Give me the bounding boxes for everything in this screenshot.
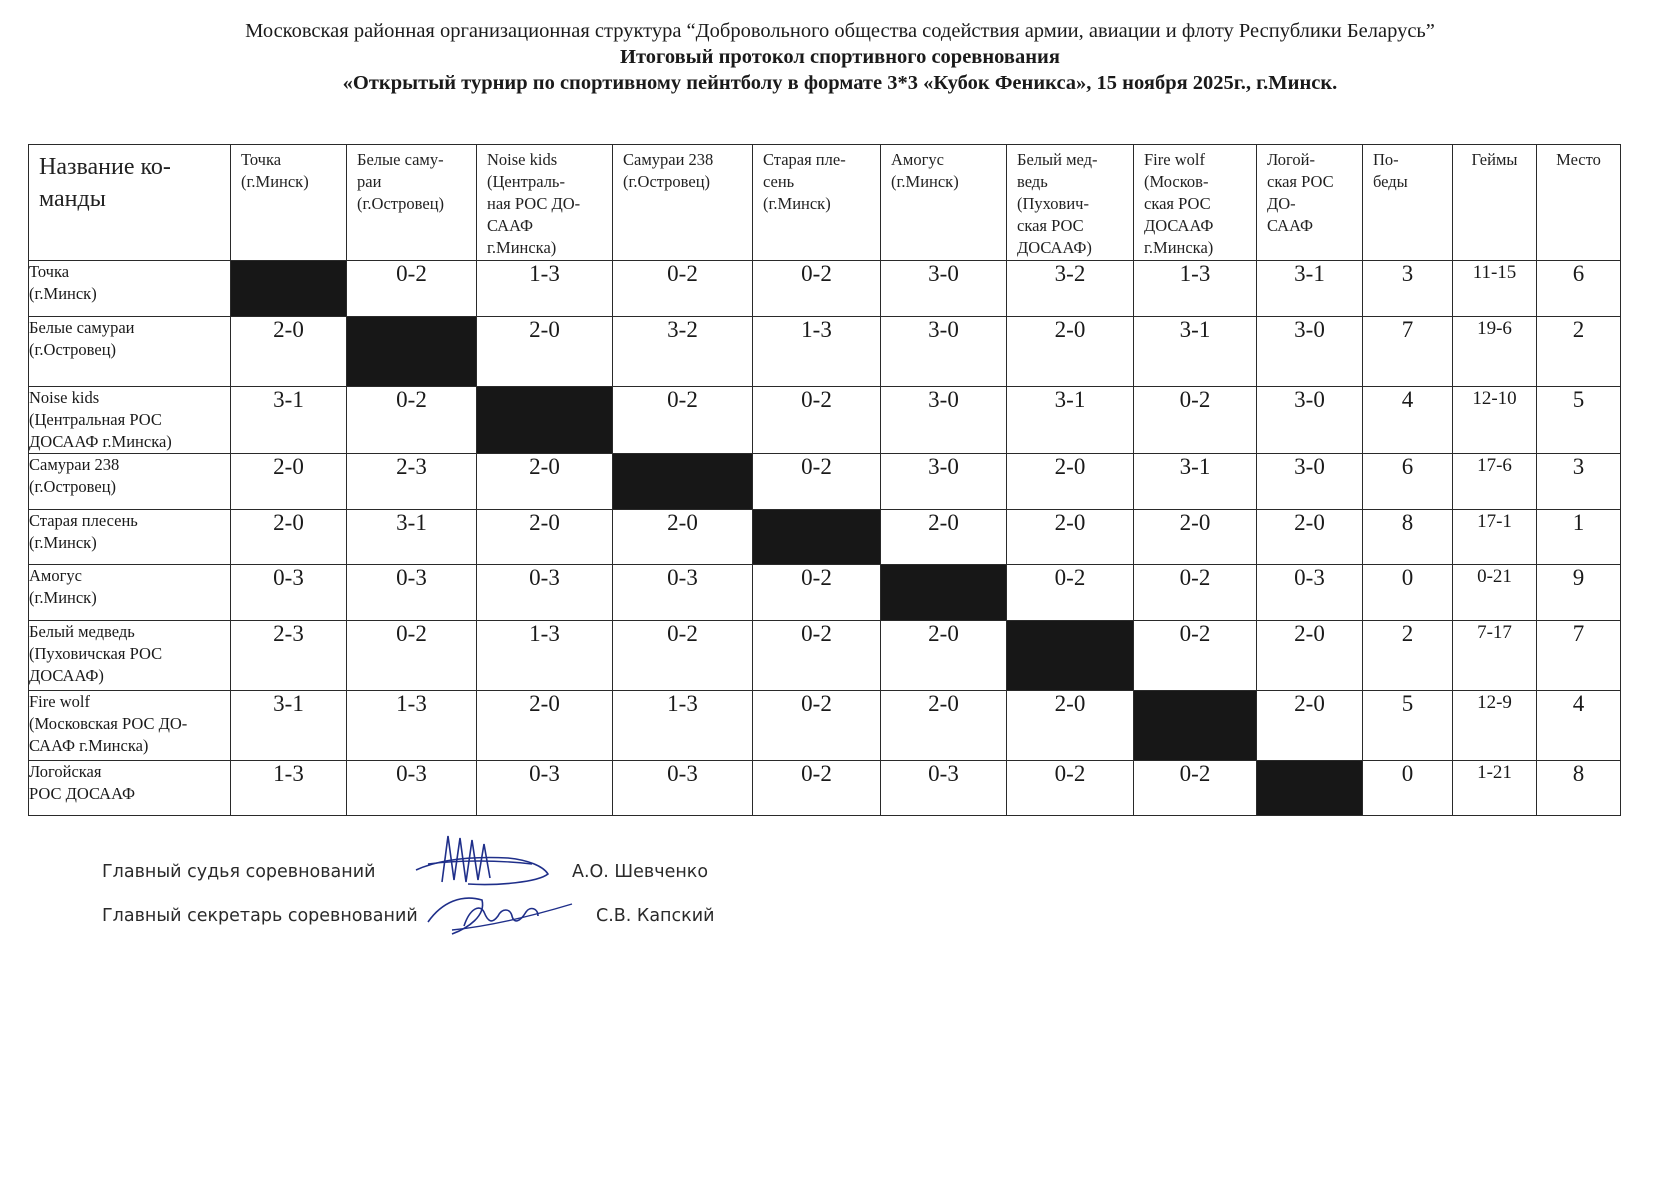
text-line: ДОСААФ) — [1017, 238, 1092, 257]
match-score-cell: 1-3 — [613, 691, 753, 761]
text-line: (Московская РОС ДО- — [29, 714, 188, 733]
match-score-cell: 0-3 — [881, 761, 1007, 816]
opponent-column-header — [1134, 145, 1257, 261]
text-line: ская РОС — [1144, 194, 1211, 213]
text-line: Название ко- — [39, 154, 171, 180]
place-cell: 9 — [1537, 565, 1621, 621]
match-score-cell: 2-0 — [1134, 510, 1257, 565]
text-line: раи — [357, 172, 382, 191]
match-score-cell: 3-0 — [881, 317, 1007, 387]
match-score-cell: 0-2 — [347, 261, 477, 317]
match-score-cell: 2-0 — [231, 510, 347, 565]
text-line: Fire wolf — [29, 692, 90, 711]
match-score-cell: 3-0 — [1257, 387, 1363, 454]
text-line: (г.Островец) — [623, 172, 711, 191]
match-score-cell: 0-3 — [231, 565, 347, 621]
text-line: Амогус — [891, 150, 944, 169]
match-score-cell: 3-2 — [613, 317, 753, 387]
match-score-cell: 2-0 — [231, 454, 347, 510]
match-score-cell: 0-3 — [347, 565, 477, 621]
text-line: (Пухович- — [1017, 194, 1089, 213]
text-line: (г.Минск) — [29, 533, 97, 552]
match-score-cell: 0-3 — [477, 761, 613, 816]
text-line: (г.Минск) — [29, 284, 97, 303]
wins-column-header — [1363, 145, 1453, 261]
match-score-cell: 0-3 — [613, 761, 753, 816]
self-match-blackout-cell — [477, 387, 613, 454]
match-score-cell: 3-1 — [1134, 454, 1257, 510]
match-score-cell: 2-0 — [1007, 510, 1134, 565]
match-score-cell: 0-2 — [347, 621, 477, 691]
text-line: Логой- — [1267, 150, 1315, 169]
match-score-cell: 0-2 — [753, 261, 881, 317]
match-score-cell: 2-0 — [1007, 454, 1134, 510]
match-score-cell: 3-1 — [1257, 261, 1363, 317]
text-line: (Москов- — [1144, 172, 1209, 191]
text-line: ДОСААФ) — [29, 666, 104, 685]
match-score-cell: 1-3 — [753, 317, 881, 387]
team-name-cell — [29, 565, 231, 621]
table-row — [29, 691, 1621, 761]
table-row — [29, 621, 1621, 691]
place-cell: 2 — [1537, 317, 1621, 387]
match-score-cell: 2-0 — [477, 691, 613, 761]
match-score-cell: 0-2 — [1134, 621, 1257, 691]
team-name-cell — [29, 761, 231, 816]
table-row — [29, 317, 1621, 387]
text-line: Старая пле- — [763, 150, 846, 169]
match-score-cell: 2-0 — [1257, 691, 1363, 761]
table-row — [29, 261, 1621, 317]
text-line: г.Минска) — [1144, 238, 1214, 257]
games-cell: 19-6 — [1453, 317, 1537, 387]
text-line: Логойская — [29, 762, 102, 781]
table-row — [29, 454, 1621, 510]
match-score-cell: 1-3 — [231, 761, 347, 816]
text-line: РОС ДОСААФ — [29, 784, 136, 803]
match-score-cell: 2-0 — [477, 510, 613, 565]
text-line: беды — [1373, 172, 1408, 191]
text-line: (г.Минск) — [29, 588, 97, 607]
match-score-cell: 0-2 — [1007, 565, 1134, 621]
match-score-cell: 2-0 — [881, 621, 1007, 691]
match-score-cell: 0-2 — [753, 387, 881, 454]
team-name-cell — [29, 510, 231, 565]
text-line: Белые саму- — [357, 150, 444, 169]
text-line: г.Минска) — [487, 238, 557, 257]
text-line: Самураи 238 — [623, 150, 714, 169]
place-cell: 8 — [1537, 761, 1621, 816]
place-cell: 1 — [1537, 510, 1621, 565]
match-score-cell: 0-2 — [753, 691, 881, 761]
text-line: По- — [1373, 150, 1399, 169]
match-score-cell: 2-0 — [881, 691, 1007, 761]
chief-secretary-label: Главный секретарь соревнований — [102, 906, 418, 926]
match-score-cell: 3-1 — [1007, 387, 1134, 454]
text-line: Белые самураи — [29, 318, 135, 337]
results-table — [28, 144, 1621, 816]
text-line: Точка — [29, 262, 70, 281]
match-score-cell: 3-0 — [1257, 454, 1363, 510]
place-cell: 5 — [1537, 387, 1621, 454]
match-score-cell: 2-0 — [1257, 621, 1363, 691]
self-match-blackout-cell — [347, 317, 477, 387]
games-cell: 17-6 — [1453, 454, 1537, 510]
place-cell: 6 — [1537, 261, 1621, 317]
text-line: (г.Минск) — [763, 194, 831, 213]
self-match-blackout-cell — [1007, 621, 1134, 691]
wins-cell: 7 — [1363, 317, 1453, 387]
text-line: ная РОС ДО- — [487, 194, 581, 213]
opponent-column-header — [231, 145, 347, 261]
match-score-cell: 1-3 — [1134, 261, 1257, 317]
match-score-cell: 1-3 — [477, 621, 613, 691]
match-score-cell: 0-2 — [1134, 565, 1257, 621]
chief-judge-label: Главный судья соревнований — [102, 862, 376, 882]
text-line: сень — [763, 172, 795, 191]
text-line: Fire wolf — [1144, 150, 1205, 169]
chief-secretary-signature — [422, 882, 582, 944]
games-cell: 0-21 — [1453, 565, 1537, 621]
self-match-blackout-cell — [613, 454, 753, 510]
team-name-cell — [29, 387, 231, 454]
match-score-cell: 2-0 — [613, 510, 753, 565]
match-score-cell: 0-2 — [1134, 387, 1257, 454]
wins-cell: 4 — [1363, 387, 1453, 454]
team-name-cell — [29, 317, 231, 387]
table-row — [29, 510, 1621, 565]
match-score-cell: 0-2 — [347, 387, 477, 454]
games-cell: 1-21 — [1453, 761, 1537, 816]
text-line: (г.Минск) — [241, 172, 309, 191]
match-score-cell: 0-2 — [1007, 761, 1134, 816]
wins-cell: 6 — [1363, 454, 1453, 510]
match-score-cell: 2-0 — [231, 317, 347, 387]
match-score-cell: 2-0 — [1007, 691, 1134, 761]
table-row — [29, 565, 1621, 621]
table-row — [29, 387, 1621, 454]
text-line: Белый мед- — [1017, 150, 1098, 169]
text-line: (Централь- — [487, 172, 565, 191]
text-line: Noise kids — [29, 388, 100, 407]
chief-judge-name: А.О. Шевченко — [572, 862, 709, 882]
match-score-cell: 0-2 — [753, 761, 881, 816]
team-name-cell — [29, 691, 231, 761]
text-line: манды — [39, 186, 106, 212]
games-column-header — [1453, 145, 1537, 261]
match-score-cell: 2-3 — [347, 454, 477, 510]
place-column-header — [1537, 145, 1621, 261]
match-score-cell: 0-2 — [613, 261, 753, 317]
match-score-cell: 0-3 — [613, 565, 753, 621]
match-score-cell: 0-3 — [347, 761, 477, 816]
opponent-column-header — [881, 145, 1007, 261]
self-match-blackout-cell — [1257, 761, 1363, 816]
match-score-cell: 2-0 — [1257, 510, 1363, 565]
text-line: (г.Минск) — [891, 172, 959, 191]
table-header-row — [29, 145, 1621, 261]
organization-line: Московская районная организационная структура “Добровольного общества содействия армии, авиации и флоту Республики Беларусь” — [245, 20, 1435, 42]
match-score-cell: 2-0 — [1007, 317, 1134, 387]
match-score-cell: 3-1 — [231, 387, 347, 454]
document-header — [0, 18, 1680, 96]
match-score-cell: 3-0 — [881, 261, 1007, 317]
place-cell: 3 — [1537, 454, 1621, 510]
text-line: Место — [1556, 150, 1601, 169]
place-cell: 7 — [1537, 621, 1621, 691]
text-line: ская РОС — [1267, 172, 1334, 191]
match-score-cell: 0-3 — [477, 565, 613, 621]
self-match-blackout-cell — [881, 565, 1007, 621]
self-match-blackout-cell — [231, 261, 347, 317]
games-cell: 12-10 — [1453, 387, 1537, 454]
text-line: Белый медведь — [29, 622, 135, 641]
place-cell: 4 — [1537, 691, 1621, 761]
wins-cell: 5 — [1363, 691, 1453, 761]
text-line: ДО- — [1267, 194, 1296, 213]
text-line: (Пуховичская РОС — [29, 644, 163, 663]
team-name-column-header — [29, 145, 231, 261]
match-score-cell: 3-1 — [231, 691, 347, 761]
match-score-cell: 0-3 — [1257, 565, 1363, 621]
text-line: Noise kids — [487, 150, 558, 169]
wins-cell: 8 — [1363, 510, 1453, 565]
games-cell: 17-1 — [1453, 510, 1537, 565]
text-line: ведь — [1017, 172, 1048, 191]
opponent-column-header — [613, 145, 753, 261]
text-line: СААФ — [1267, 216, 1314, 235]
match-score-cell: 2-0 — [477, 454, 613, 510]
wins-cell: 3 — [1363, 261, 1453, 317]
self-match-blackout-cell — [753, 510, 881, 565]
text-line: Самураи 238 — [29, 455, 120, 474]
match-score-cell: 3-1 — [1134, 317, 1257, 387]
tournament-subtitle: «Открытый турнир по спортивному пейнтболу в формате 3*3 «Кубок Феникса», 15 ноября 2025г., г.Минск. — [342, 72, 1338, 94]
text-line: (г.Островец) — [357, 194, 445, 213]
document-title: Итоговый протокол спортивного соревнования — [620, 46, 1060, 68]
match-score-cell: 2-0 — [881, 510, 1007, 565]
match-score-cell: 3-1 — [347, 510, 477, 565]
team-name-cell — [29, 454, 231, 510]
text-line: (г.Островец) — [29, 340, 117, 359]
text-line: (Центральная РОС — [29, 410, 162, 429]
match-score-cell: 0-2 — [753, 454, 881, 510]
team-name-cell — [29, 621, 231, 691]
match-score-cell: 0-2 — [613, 387, 753, 454]
text-line: ДОСААФ — [1144, 216, 1214, 235]
chief-secretary-name: С.В. Капский — [596, 906, 715, 926]
text-line: Амогус — [29, 566, 82, 585]
opponent-column-header — [753, 145, 881, 261]
match-score-cell: 2-0 — [477, 317, 613, 387]
opponent-column-header — [1007, 145, 1134, 261]
match-score-cell: 3-0 — [881, 387, 1007, 454]
text-line: Точка — [241, 150, 282, 169]
table-row — [29, 761, 1621, 816]
match-score-cell: 1-3 — [347, 691, 477, 761]
text-line: (г.Островец) — [29, 477, 117, 496]
match-score-cell: 0-2 — [753, 565, 881, 621]
match-score-cell: 3-0 — [1257, 317, 1363, 387]
match-score-cell: 0-2 — [613, 621, 753, 691]
match-score-cell: 1-3 — [477, 261, 613, 317]
self-match-blackout-cell — [1134, 691, 1257, 761]
wins-cell: 0 — [1363, 565, 1453, 621]
match-score-cell: 0-2 — [1134, 761, 1257, 816]
match-score-cell: 3-0 — [881, 454, 1007, 510]
match-score-cell: 3-2 — [1007, 261, 1134, 317]
opponent-column-header — [1257, 145, 1363, 261]
wins-cell: 2 — [1363, 621, 1453, 691]
opponent-column-header — [477, 145, 613, 261]
match-score-cell: 0-2 — [753, 621, 881, 691]
text-line: Старая плесень — [29, 511, 138, 530]
match-score-cell: 2-3 — [231, 621, 347, 691]
games-cell: 12-9 — [1453, 691, 1537, 761]
games-cell: 11-15 — [1453, 261, 1537, 317]
text-line: ДОСААФ г.Минска) — [29, 432, 172, 451]
games-cell: 7-17 — [1453, 621, 1537, 691]
text-line: СААФ — [487, 216, 534, 235]
team-name-cell — [29, 261, 231, 317]
text-line: СААФ г.Минска) — [29, 736, 149, 755]
text-line: Геймы — [1471, 150, 1518, 169]
text-line: ская РОС — [1017, 216, 1084, 235]
wins-cell: 0 — [1363, 761, 1453, 816]
opponent-column-header — [347, 145, 477, 261]
